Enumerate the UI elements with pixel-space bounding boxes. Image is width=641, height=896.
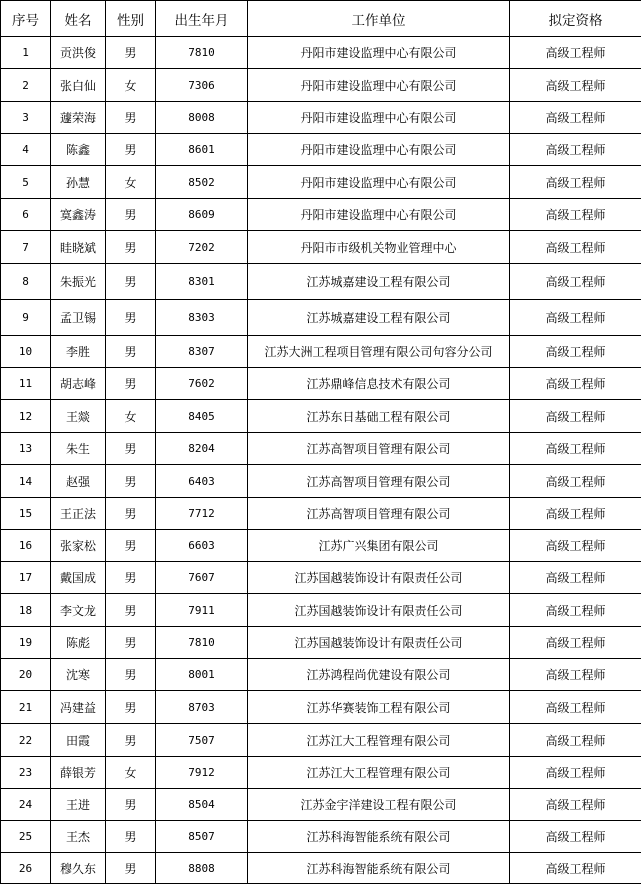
cell-gender: 女 [106,69,156,102]
cell-qualification: 高级工程师 [510,264,641,300]
cell-birth: 8307 [156,336,248,368]
table-row [1,594,641,627]
cell-qualification: 高级工程师 [510,199,641,231]
cell-unit: 丹阳市建设监理中心有限公司 [248,102,510,134]
cell-gender: 女 [106,757,156,789]
table-row [1,300,641,336]
table-row [1,368,641,400]
cell-qualification: 高级工程师 [510,102,641,134]
cell-birth: 8008 [156,102,248,134]
cell-qualification: 高级工程师 [510,69,641,102]
cell-unit: 丹阳市建设监理中心有限公司 [248,69,510,102]
cell-birth: 7912 [156,757,248,789]
cell-name: 王杰 [51,821,106,853]
cell-unit: 丹阳市市级机关物业管理中心 [248,231,510,264]
cell-gender: 男 [106,594,156,627]
cell-gender: 男 [106,659,156,691]
cell-unit: 江苏高智项目管理有限公司 [248,433,510,465]
cell-name: 李文龙 [51,594,106,627]
header-qualification: 拟定资格 [510,1,641,37]
cell-name: 蘧荣海 [51,102,106,134]
cell-name: 王进 [51,789,106,821]
table-row [1,336,641,368]
cell-gender: 男 [106,853,156,884]
cell-no: 24 [1,789,51,821]
cell-name: 冯建益 [51,691,106,724]
cell-qualification: 高级工程师 [510,336,641,368]
cell-unit: 江苏江大工程管理有限公司 [248,724,510,757]
cell-birth: 7810 [156,37,248,69]
cell-birth: 6403 [156,465,248,498]
cell-qualification: 高级工程师 [510,300,641,336]
cell-no: 5 [1,166,51,199]
cell-unit: 江苏东日基础工程有限公司 [248,400,510,433]
cell-gender: 男 [106,821,156,853]
cell-unit: 江苏城嘉建设工程有限公司 [248,264,510,300]
cell-gender: 男 [106,724,156,757]
cell-unit: 江苏大洲工程项目管理有限公司句容分公司 [248,336,510,368]
cell-gender: 男 [106,134,156,166]
cell-unit: 丹阳市建设监理中心有限公司 [248,37,510,69]
cell-qualification: 高级工程师 [510,594,641,627]
cell-birth: 8504 [156,789,248,821]
cell-birth: 7607 [156,562,248,594]
header-unit: 工作单位 [248,1,510,37]
cell-unit: 江苏国越装饰设计有限责任公司 [248,594,510,627]
header-no: 序号 [1,1,51,37]
cell-no: 16 [1,530,51,562]
cell-name: 薛银芳 [51,757,106,789]
cell-birth: 7911 [156,594,248,627]
cell-name: 贡洪俊 [51,37,106,69]
cell-no: 14 [1,465,51,498]
table-row [1,37,641,69]
cell-qualification: 高级工程师 [510,400,641,433]
cell-birth: 8204 [156,433,248,465]
cell-gender: 男 [106,37,156,69]
cell-gender: 男 [106,562,156,594]
cell-qualification: 高级工程师 [510,724,641,757]
table-row [1,134,641,166]
cell-gender: 男 [106,231,156,264]
cell-gender: 男 [106,368,156,400]
cell-birth: 8703 [156,691,248,724]
cell-no: 9 [1,300,51,336]
cell-no: 21 [1,691,51,724]
cell-qualification: 高级工程师 [510,231,641,264]
header-row [1,1,641,37]
cell-name: 王正法 [51,498,106,530]
cell-unit: 江苏江大工程管理有限公司 [248,757,510,789]
cell-birth: 6603 [156,530,248,562]
cell-unit: 江苏鸿程尚优建设有限公司 [248,659,510,691]
cell-qualification: 高级工程师 [510,498,641,530]
cell-name: 孙慧 [51,166,106,199]
cell-no: 23 [1,757,51,789]
cell-unit: 江苏金宇洋建设工程有限公司 [248,789,510,821]
cell-birth: 8601 [156,134,248,166]
cell-gender: 男 [106,691,156,724]
cell-no: 3 [1,102,51,134]
cell-birth: 8301 [156,264,248,300]
table-row [1,691,641,724]
cell-birth: 8507 [156,821,248,853]
cell-gender: 女 [106,166,156,199]
cell-gender: 男 [106,627,156,659]
table-row [1,562,641,594]
cell-gender: 男 [106,102,156,134]
table-row [1,627,641,659]
table-row [1,69,641,102]
cell-gender: 男 [106,300,156,336]
cell-no: 12 [1,400,51,433]
cell-no: 6 [1,199,51,231]
cell-unit: 丹阳市建设监理中心有限公司 [248,199,510,231]
cell-birth: 8808 [156,853,248,884]
cell-no: 10 [1,336,51,368]
cell-gender: 女 [106,400,156,433]
cell-gender: 男 [106,530,156,562]
cell-unit: 江苏高智项目管理有限公司 [248,465,510,498]
cell-no: 22 [1,724,51,757]
cell-unit: 江苏高智项目管理有限公司 [248,498,510,530]
cell-birth: 8303 [156,300,248,336]
cell-qualification: 高级工程师 [510,465,641,498]
header-gender: 性别 [106,1,156,37]
cell-qualification: 高级工程师 [510,627,641,659]
cell-birth: 7712 [156,498,248,530]
cell-gender: 男 [106,789,156,821]
cell-unit: 江苏科海智能系统有限公司 [248,853,510,884]
cell-gender: 男 [106,264,156,300]
cell-qualification: 高级工程师 [510,659,641,691]
table-row [1,821,641,853]
cell-name: 穆久东 [51,853,106,884]
cell-unit: 江苏国越装饰设计有限责任公司 [248,627,510,659]
cell-name: 陈鑫 [51,134,106,166]
cell-name: 陈彪 [51,627,106,659]
cell-gender: 男 [106,498,156,530]
cell-qualification: 高级工程师 [510,821,641,853]
cell-no: 15 [1,498,51,530]
cell-qualification: 高级工程师 [510,789,641,821]
table-row [1,400,641,433]
cell-name: 张家松 [51,530,106,562]
cell-no: 19 [1,627,51,659]
cell-name: 张白仙 [51,69,106,102]
cell-unit: 江苏广兴集团有限公司 [248,530,510,562]
header-birth: 出生年月 [156,1,248,37]
cell-birth: 8001 [156,659,248,691]
cell-unit: 江苏科海智能系统有限公司 [248,821,510,853]
table-row [1,757,641,789]
cell-name: 孟卫锡 [51,300,106,336]
cell-name: 寞鑫涛 [51,199,106,231]
table-row [1,853,641,884]
cell-qualification: 高级工程师 [510,853,641,884]
cell-birth: 7202 [156,231,248,264]
cell-gender: 男 [106,433,156,465]
cell-qualification: 高级工程师 [510,37,641,69]
cell-birth: 8502 [156,166,248,199]
table-row [1,231,641,264]
table-body [1,37,641,884]
cell-no: 20 [1,659,51,691]
cell-name: 沈寒 [51,659,106,691]
cell-no: 26 [1,853,51,884]
cell-qualification: 高级工程师 [510,166,641,199]
cell-name: 朱振光 [51,264,106,300]
cell-name: 眭晓斌 [51,231,106,264]
cell-no: 17 [1,562,51,594]
cell-qualification: 高级工程师 [510,134,641,166]
cell-no: 8 [1,264,51,300]
table-row [1,498,641,530]
cell-qualification: 高级工程师 [510,757,641,789]
cell-name: 李胜 [51,336,106,368]
cell-birth: 7507 [156,724,248,757]
cell-no: 2 [1,69,51,102]
table-row [1,530,641,562]
cell-birth: 8609 [156,199,248,231]
cell-qualification: 高级工程师 [510,530,641,562]
cell-no: 1 [1,37,51,69]
table-row [1,199,641,231]
table-row [1,166,641,199]
cell-name: 朱生 [51,433,106,465]
cell-name: 戴国成 [51,562,106,594]
cell-gender: 男 [106,336,156,368]
cell-unit: 江苏鼎峰信息技术有限公司 [248,368,510,400]
cell-unit: 江苏城嘉建设工程有限公司 [248,300,510,336]
cell-name: 赵强 [51,465,106,498]
cell-unit: 江苏国越装饰设计有限责任公司 [248,562,510,594]
cell-no: 11 [1,368,51,400]
cell-name: 田霞 [51,724,106,757]
cell-name: 胡志峰 [51,368,106,400]
cell-no: 25 [1,821,51,853]
table-row [1,465,641,498]
cell-qualification: 高级工程师 [510,691,641,724]
table-row [1,433,641,465]
cell-unit: 丹阳市建设监理中心有限公司 [248,134,510,166]
table-row [1,724,641,757]
table-row [1,789,641,821]
table-row [1,659,641,691]
cell-birth: 7810 [156,627,248,659]
cell-qualification: 高级工程师 [510,368,641,400]
cell-name: 王燚 [51,400,106,433]
cell-birth: 7602 [156,368,248,400]
table-row [1,264,641,300]
cell-qualification: 高级工程师 [510,562,641,594]
cell-unit: 江苏华赛装饰工程有限公司 [248,691,510,724]
table-row [1,102,641,134]
cell-no: 13 [1,433,51,465]
cell-birth: 7306 [156,69,248,102]
cell-no: 18 [1,594,51,627]
cell-gender: 男 [106,465,156,498]
cell-gender: 男 [106,199,156,231]
cell-qualification: 高级工程师 [510,433,641,465]
header-name: 姓名 [51,1,106,37]
cell-no: 7 [1,231,51,264]
cell-no: 4 [1,134,51,166]
cell-birth: 8405 [156,400,248,433]
cell-unit: 丹阳市建设监理中心有限公司 [248,166,510,199]
